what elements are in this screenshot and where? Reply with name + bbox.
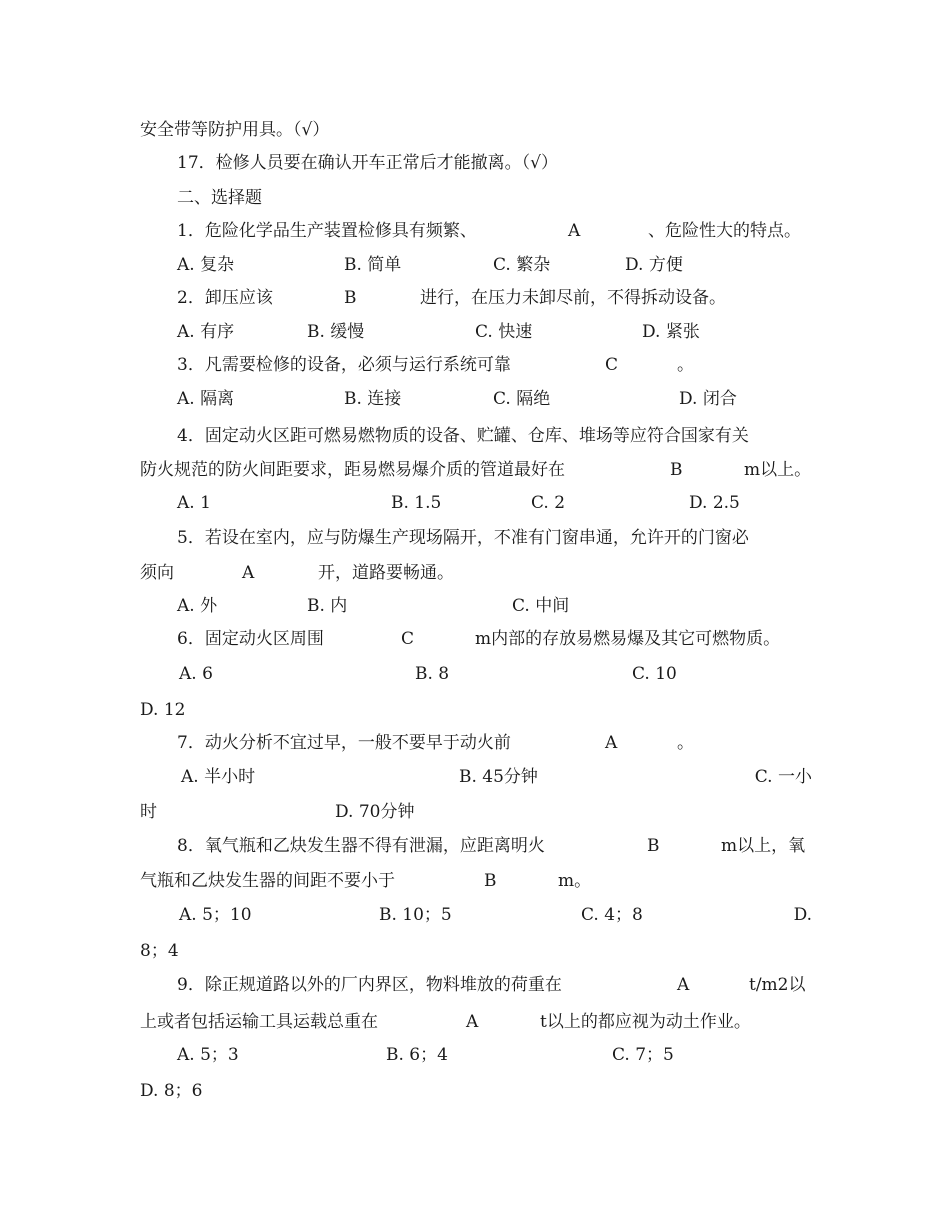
option-c: C. 10 <box>632 664 677 684</box>
option-d: D. 闭合 <box>679 389 737 409</box>
option-c: C. 隔绝 <box>493 389 551 409</box>
tf-item-16-tail <box>140 113 812 147</box>
option-d: D. 70分钟 <box>335 802 415 822</box>
option-a: A. 半小时 <box>181 767 256 787</box>
section-title <box>177 181 812 215</box>
option-b: B. 10；5 <box>379 905 452 925</box>
question-2 <box>177 281 812 315</box>
question-stem: 5．若设在室内，应与防爆生产现场隔开，不准有门窗串通，允许开的门窗必 <box>177 528 749 548</box>
question-stem: 9．除正规道路以外的厂内界区，物料堆放的荷重在 <box>177 975 562 995</box>
option-b: B. 连接 <box>344 389 402 409</box>
question-1 <box>177 214 812 248</box>
option-a: A. 有序 <box>177 322 235 342</box>
tf-item-17 <box>177 146 812 180</box>
question-3 <box>177 348 812 382</box>
option-c-wrap: 时 <box>140 802 157 822</box>
question-1-options <box>177 248 812 282</box>
answer-blank: A <box>568 221 581 241</box>
answer-blank: B <box>484 871 497 891</box>
question-6-options <box>177 657 812 691</box>
option-d-wrap: 8；4 <box>140 941 179 961</box>
question-stem-tail: m以上。 <box>744 460 812 480</box>
answer-blank: B <box>670 460 683 480</box>
option-d: D. 8；6 <box>140 1081 203 1101</box>
question-9-cont <box>140 1005 812 1039</box>
question-stem: 2．卸压应该 <box>177 288 273 308</box>
question-stem-tail: m。 <box>558 871 592 891</box>
question-stem-tail: 。 <box>677 733 694 753</box>
question-stem-cont: 气瓶和乙炔发生器的间距不要小于 <box>140 871 395 891</box>
question-8-options-wrap <box>140 934 812 968</box>
question-stem-tail: m以上，氧 <box>721 836 806 856</box>
question-5-options <box>177 589 812 623</box>
question-5 <box>177 521 812 555</box>
option-b: B. 简单 <box>344 255 402 275</box>
question-stem-tail: 。 <box>677 355 694 375</box>
option-b: B. 缓慢 <box>307 322 365 342</box>
answer-blank: A <box>466 1012 479 1032</box>
question-9-options-wrap <box>140 1074 812 1108</box>
option-b: B. 6；4 <box>386 1045 448 1065</box>
question-6-options-wrap <box>140 693 812 727</box>
question-2-options <box>177 315 812 349</box>
option-a: A. 复杂 <box>177 255 235 275</box>
answer-blank: C <box>401 629 415 649</box>
question-7 <box>177 726 812 760</box>
option-b: B. 45分钟 <box>459 767 538 787</box>
question-5-cont <box>140 556 812 590</box>
option-c: C. 一小 <box>754 767 812 787</box>
question-stem-cont: 防火规范的防火间距要求，距易燃易爆介质的管道最好在 <box>140 460 565 480</box>
question-9-options <box>177 1038 812 1072</box>
question-stem-tail: 、危险性大的特点。 <box>648 221 801 241</box>
question-stem-tail: 开，道路要畅通。 <box>318 563 454 583</box>
question-stem-tail: m内部的存放易燃易爆及其它可燃物质。 <box>475 629 781 649</box>
option-c: C. 繁杂 <box>493 255 551 275</box>
question-stem: 4．固定动火区距可燃易燃物质的设备、贮罐、仓库、堆场等应符合国家有关 <box>177 426 749 446</box>
tf-item-16-text: 安全带等防护用具。（√） <box>140 120 330 140</box>
answer-blank: A <box>677 975 690 995</box>
answer-blank: A <box>242 563 255 583</box>
question-4-options <box>177 486 812 520</box>
option-d: D. 12 <box>140 700 186 720</box>
question-4-cont <box>140 453 812 487</box>
answer-blank: B <box>344 288 357 308</box>
option-a: A. 1 <box>177 493 211 513</box>
option-d: D. <box>793 905 812 925</box>
option-c: C. 中间 <box>512 596 570 616</box>
option-d: D. 紧张 <box>642 322 700 342</box>
tf-item-17-text: 17．检修人员要在确认开车正常后才能撤离。（√） <box>177 153 558 173</box>
question-8-cont <box>140 864 812 898</box>
option-c: C. 4；8 <box>581 905 643 925</box>
question-8 <box>177 829 812 863</box>
section-title-text: 二、选择题 <box>177 188 262 208</box>
question-stem-cont: 须向 <box>140 563 174 583</box>
question-9 <box>177 968 812 1002</box>
option-b: B. 8 <box>415 664 450 684</box>
option-b: B. 内 <box>307 596 348 616</box>
question-3-options <box>177 382 812 416</box>
option-a: A. 6 <box>179 664 213 684</box>
question-4 <box>177 419 812 453</box>
question-stem: 1．危险化学品生产装置检修具有频繁、 <box>177 221 477 241</box>
option-a: A. 5；10 <box>179 905 252 925</box>
option-a: A. 5；3 <box>177 1045 239 1065</box>
option-c: C. 7；5 <box>612 1045 674 1065</box>
option-a: A. 外 <box>177 596 218 616</box>
question-7-options-wrap <box>140 795 812 829</box>
question-stem-tail: t/m2以 <box>749 975 806 995</box>
question-stem: 6．固定动火区周围 <box>177 629 324 649</box>
question-stem-cont: 上或者包括运输工具运载总重在 <box>140 1012 378 1032</box>
question-stem: 8．氧气瓶和乙炔发生器不得有泄漏，应距离明火 <box>177 836 545 856</box>
option-d: D. 2.5 <box>689 493 740 513</box>
answer-blank: A <box>605 733 618 753</box>
option-d: D. 方便 <box>625 255 683 275</box>
option-c: C. 2 <box>531 493 566 513</box>
question-stem-tail: t以上的都应视为动土作业。 <box>540 1012 751 1032</box>
question-stem: 7．动火分析不宜过早，一般不要早于动火前 <box>177 733 511 753</box>
option-c: C. 快速 <box>475 322 533 342</box>
question-stem-tail: 进行，在压力未卸尽前，不得拆动设备。 <box>420 288 726 308</box>
question-6 <box>177 622 812 656</box>
question-stem: 3．凡需要检修的设备，必须与运行系统可靠 <box>177 355 511 375</box>
option-a: A. 隔离 <box>177 389 235 409</box>
answer-blank: C <box>605 355 619 375</box>
option-b: B. 1.5 <box>391 493 442 513</box>
answer-blank: B <box>647 836 660 856</box>
question-8-options <box>177 898 812 932</box>
question-7-options <box>177 760 812 794</box>
